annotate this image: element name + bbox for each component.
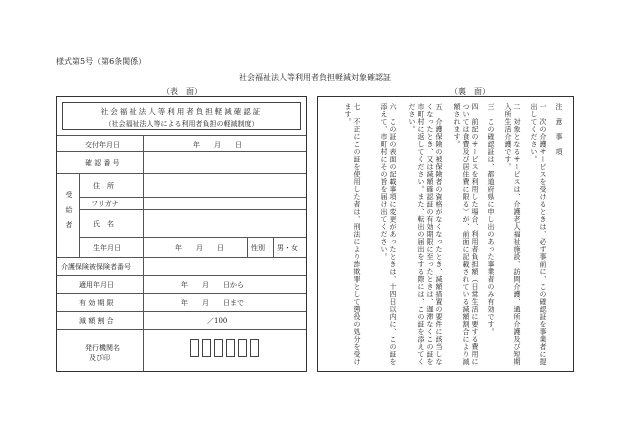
insured-number-label: 介護保険被保険者番号 [61,263,131,271]
note-4: 四 前記のサービスを利用した場合、利用者負担額（日常生活に要する費用については食費及び居住費に限る）が、前面に記載されている減額割合により減額されます。 [453,103,479,366]
certificate-subtitle: （社会福祉法人等による利用者負担の軽減制度） [104,120,259,128]
digit-box [238,339,247,357]
row-divider [57,151,306,152]
row-divider [57,257,306,258]
reduction-value: ／100 [207,317,228,325]
document-title: 社会福祉法人等利用者負担軽減対象確認証 [239,73,391,82]
expiry-value: 年 月 日まで [181,299,244,307]
note-7: 七 不正にこの証を使用した者は、刑法により詐欺罪として懲役の処分を受けます。 [344,103,361,366]
row-divider [57,275,306,276]
birthdate-label: 生年月日 [93,244,121,252]
column-divider [247,237,248,257]
issue-date-label: 交付年月日 [85,141,120,149]
issuer-seal-label: 及び印 [89,354,110,362]
certificate-number-label: 確 認 番 号 [85,159,120,167]
birthdate-value: 年 月 日 [175,244,224,252]
expiry-label: 有 効 期 限 [79,299,114,307]
digit-box [250,339,259,357]
note-6: 六 この証の表面の記載事項に変更があったときは、十四日以内に、この証を添えて、市町村にその旨を届け出てください。 [380,103,397,366]
start-date-label: 適用年月日 [79,281,114,289]
issue-date-value: 年 月 日 [193,141,242,149]
digit-box [202,339,211,357]
sex-value: 男・女 [277,244,298,252]
note-3: 三 この確認証は、都道府県に申し出のあった事業者のみ有効です。 [487,103,495,336]
issuer-label: 発行機関名 [85,344,120,352]
notes-heading: 注 意 事 項 [555,103,563,156]
column-divider [143,329,144,371]
row-divider [79,197,306,198]
digit-box [190,339,199,357]
row-divider [57,173,306,174]
back-notes [317,96,574,372]
row-divider [57,135,306,136]
note-5: 五 介護保険の被保険者の資格がなくなったとき、減額措置の要件に該当しなくなったとき、又は減額確認証の有効期限に至ったときは、遅滞なくこの証を市町村に返してください。また、転出の届出をする際には、この証を添えてください。 [408,103,443,366]
furigana-label: フリガナ [91,200,119,208]
row-divider [57,329,306,330]
column-divider [143,135,144,329]
front-side-label: （表 面） [162,87,202,96]
column-divider [273,237,274,257]
certificate-title: 社会福祉法人等利用者負担軽減確認証 [100,107,263,116]
note-1: 一 次の介護サービスを受けるときは、必ず事前に、この確認証を事業者に提出してください。 [530,103,547,366]
digit-box [226,339,235,357]
name-label: 氏 名 [93,220,114,228]
reduction-label: 減 額 割 合 [79,317,114,325]
front-form [56,96,307,372]
note-2: 二 対象となるサービスは、介護老人福祉施設、訪問介護、通所介護及び短期入所生活介護です。 [504,103,521,366]
start-date-value: 年 月 日から [181,281,244,289]
form-number: 様式第5号（第6条関係） [56,57,147,66]
row-divider [79,209,306,210]
sex-label: 性別 [251,244,265,252]
certificate-title-box [62,102,301,130]
row-divider [79,237,306,238]
address-label: 住 所 [93,182,114,190]
back-side-label: （裏 面） [450,87,490,96]
row-divider [57,311,306,312]
digit-box [214,339,223,357]
row-divider [57,293,306,294]
column-divider [79,173,80,257]
recipient-label: 受給者 [65,191,73,236]
